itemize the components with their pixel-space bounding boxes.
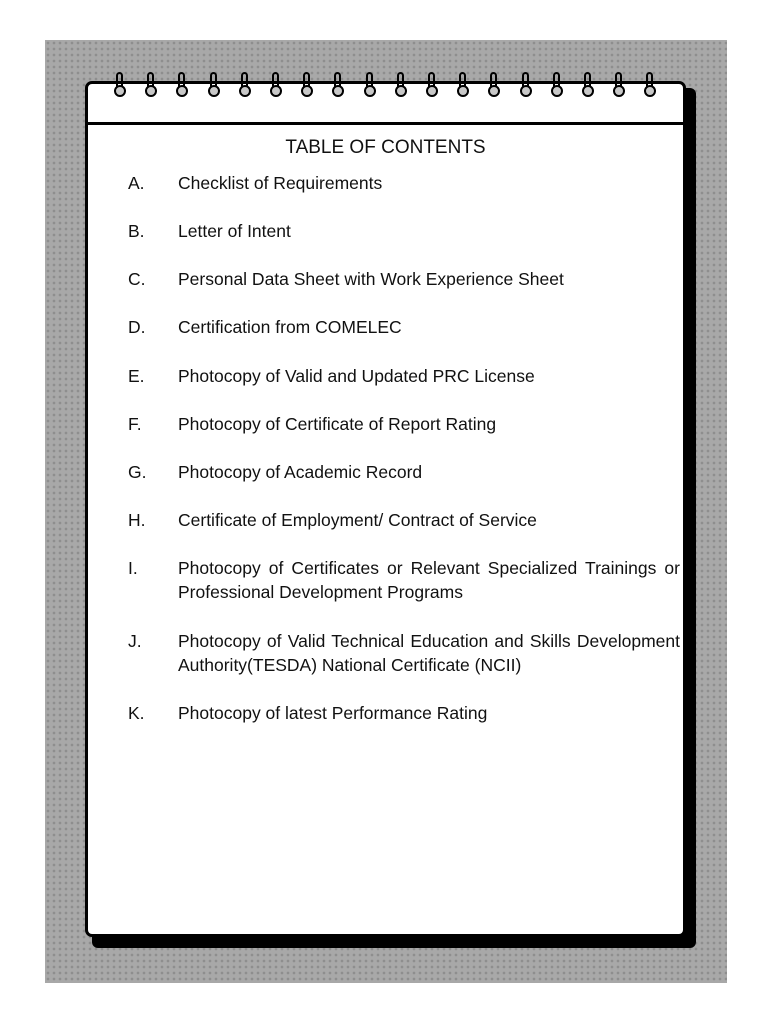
spiral-ring-icon xyxy=(613,72,625,102)
spiral-ring-icon xyxy=(301,72,313,102)
toc-item-letter: I. xyxy=(128,558,138,578)
spiral-ring-icon xyxy=(176,72,188,102)
toc-item-text: Certification from COMELEC xyxy=(178,317,402,337)
ring-hole xyxy=(176,85,188,97)
toc-item-text: Certificate of Employment/ Contract of Service xyxy=(178,510,537,530)
ring-hole xyxy=(239,85,251,97)
spiral-ring-icon xyxy=(582,72,594,102)
ring-hole xyxy=(364,85,376,97)
ring-hole xyxy=(270,85,282,97)
binding-line xyxy=(88,122,683,125)
ring-hole xyxy=(457,85,469,97)
toc-item-letter: J. xyxy=(128,631,142,651)
toc-item-letter: E. xyxy=(128,366,145,386)
ring-hole xyxy=(613,85,625,97)
spiral-ring-icon xyxy=(114,72,126,102)
spiral-ring-icon xyxy=(395,72,407,102)
toc-item-letter: F. xyxy=(128,414,142,434)
spiral-ring-icon xyxy=(208,72,220,102)
spiral-ring-icon xyxy=(364,72,376,102)
ring-hole xyxy=(208,85,220,97)
toc-item-text: Personal Data Sheet with Work Experience Sheet xyxy=(178,269,564,289)
toc-item-letter: H. xyxy=(128,510,146,530)
ring-hole xyxy=(488,85,500,97)
toc-item-text: Photocopy of Valid and Updated PRC License xyxy=(178,366,535,386)
toc-item-text: Letter of Intent xyxy=(178,221,291,241)
ring-hole xyxy=(426,85,438,97)
ring-hole xyxy=(551,85,563,97)
toc-item-letter: K. xyxy=(128,703,145,723)
spiral-ring-icon xyxy=(520,72,532,102)
spiral-ring-icon xyxy=(270,72,282,102)
ring-hole xyxy=(395,85,407,97)
spiral-ring-icon xyxy=(426,72,438,102)
spiral-ring-icon xyxy=(644,72,656,102)
toc-item-text: Photocopy of Valid Technical Education and Skills Development Authority(TESDA) National Certificate (NCII) xyxy=(178,631,680,675)
ring-hole xyxy=(145,85,157,97)
ring-hole xyxy=(301,85,313,97)
spiral-ring-icon xyxy=(239,72,251,102)
toc-item-letter: C. xyxy=(128,269,146,289)
page-title: TABLE OF CONTENTS xyxy=(285,137,486,158)
ring-hole xyxy=(520,85,532,97)
toc-item-text: Photocopy of Certificates or Relevant Specialized Trainings or Professional Development Programs xyxy=(178,558,680,602)
toc-item-letter: G. xyxy=(128,462,147,482)
toc-item-text: Photocopy of Certificate of Report Rating xyxy=(178,414,497,434)
ring-hole xyxy=(582,85,594,97)
ring-hole xyxy=(332,85,344,97)
toc-item-letter: B. xyxy=(128,221,145,241)
toc-item-text: Photocopy of Academic Record xyxy=(178,462,423,482)
spiral-ring-icon xyxy=(332,72,344,102)
toc-item-text: Photocopy of latest Performance Rating xyxy=(178,703,488,723)
ring-hole xyxy=(114,85,126,97)
spiral-ring-icon xyxy=(457,72,469,102)
spiral-ring-icon xyxy=(145,72,157,102)
spiral-ring-icon xyxy=(551,72,563,102)
notebook-page xyxy=(85,81,686,937)
toc-item-letter: A. xyxy=(128,173,145,193)
spiral-ring-icon xyxy=(488,72,500,102)
toc-item-letter: D. xyxy=(128,317,146,337)
ring-hole xyxy=(644,85,656,97)
toc-item-text: Checklist of Requirements xyxy=(178,173,383,193)
